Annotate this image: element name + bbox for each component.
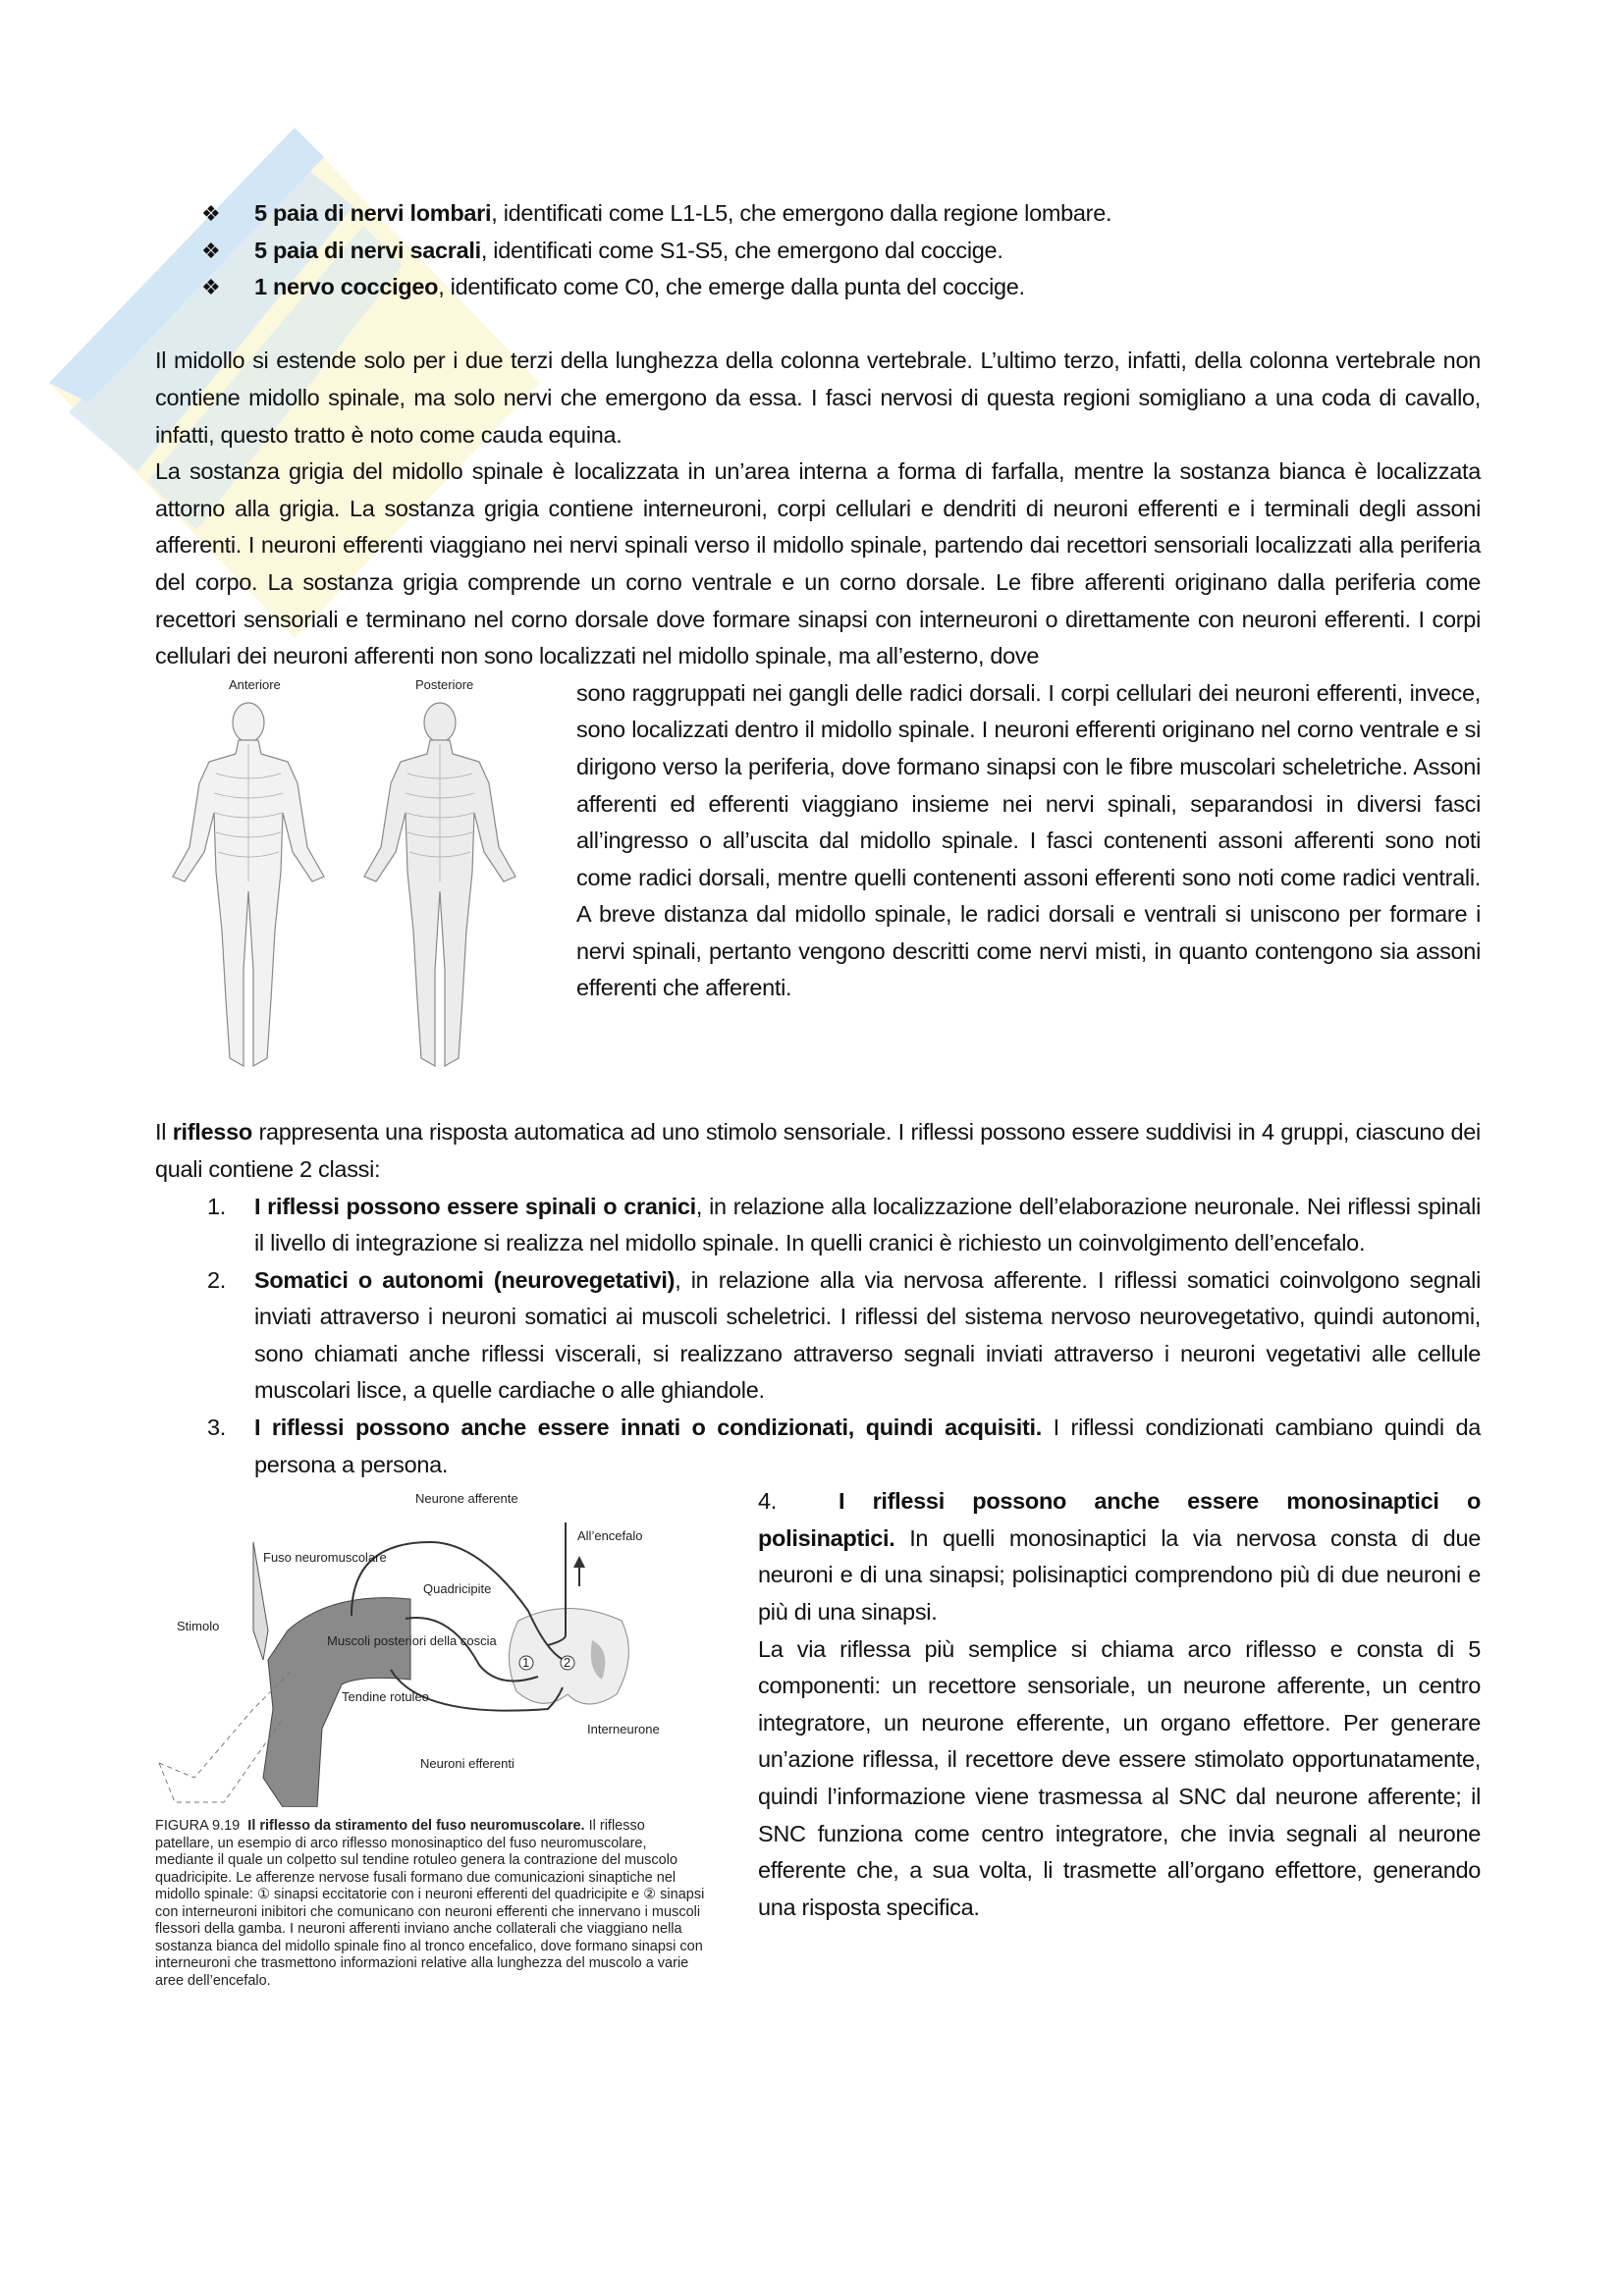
list-bold: I riflessi possono essere spinali o cranici <box>254 1193 696 1219</box>
riflesso-post: rappresenta una risposta automatica ad uno stimolo sensoriale. I riflessi possono essere suddivisi in 4 gruppi, ciascuno dei quali contiene 2 classi: <box>155 1119 1481 1182</box>
list-text: , in relazione alla localizzazione dell’elaborazione neuronale. Nei riflessi spinali il livello di integrazione si realizza nel midollo spinale. In quelli cranici è richiesto un coinvolgimento dell’encefalo. <box>254 1193 1481 1256</box>
list-item-4 <box>758 1483 1481 1630</box>
posterior-label: Posteriore <box>415 676 474 692</box>
caption-figure-number: FIGURA 9.19 <box>155 1818 241 1835</box>
label-stimolo: Stimolo <box>177 1619 220 1634</box>
list-number: 4. <box>758 1488 777 1515</box>
dermatome-figure <box>155 675 568 1078</box>
list-bold: I riflessi possono anche essere monosinaptici o polisinaptici. <box>758 1488 1481 1551</box>
bullet-item <box>201 269 1481 306</box>
spinal-cord-text <box>155 343 1481 674</box>
list-text: , in relazione alla via nervosa afferente. I riflessi somatici coinvolgono segnali inviati attraverso i neuroni somatici ai muscoli scheletrici. I riflessi del sistema nervoso neurovegetativo, quindi autonomi, sono chiamati anche riflessi viscerali, si realizzano attraverso segnali inviati attraverso i neuroni vegetativi alle cellule muscolari lisce, a quelle cardiache o alle ghiandole. <box>254 1266 1482 1404</box>
bullet-text: , identificati come L1-L5, che emergono dalla regione lombare. <box>491 200 1112 226</box>
caption-title: Il riflesso da stiramento del fuso neuromuscolare. <box>247 1818 585 1835</box>
list-bold: Somatici o autonomi (neurovegetativi) <box>254 1266 676 1293</box>
paragraph-roots: sono raggruppati nei gangli delle radici dorsali. I corpi cellulari dei neuroni efferenti, invece, sono localizzati dentro il midollo spinale. I neuroni efferenti originano nel corno ventrale e si dirigono verso la periferia, dove formano sinapsi con le fibre muscolari scheletriche. Assoni afferenti ed efferenti viaggiano insieme nei nervi spinali, separandosi in diversi fasci all’ingresso o all’uscita dal midollo spinale. I fasci contenenti assoni afferenti sono noti come radici dorsali, mentre quelli contenenti assoni efferenti sono noti come radici ventrali. A breve distanza dal midollo spinale, le radici dorsali e ventrali si uniscono per formare i nervi spinali, pertanto vengono descritti come nervi misti, in quanto contengono sia assoni efferenti che afferenti. <box>576 679 1481 1001</box>
label-synapse-2: 2 <box>564 1655 571 1671</box>
label-quadricipite: Quadricipite <box>423 1581 492 1597</box>
label-encefalo: All’encefalo <box>577 1528 643 1544</box>
diamond-bullet-icon: ❖ <box>201 275 221 300</box>
figure-caption <box>155 1818 705 1990</box>
paragraph-riflesso <box>155 1114 1481 1188</box>
bullet-item <box>201 233 1481 270</box>
reflex-arc-row <box>155 1483 1481 1990</box>
riflesso-bold: riflesso <box>172 1119 252 1146</box>
paragraph-gray-matter: La sostanza grigia del midollo spinale è localizzata in un’area interna a forma di farfalla, mentre la sostanza bianca è localizzata attorno alla grigia. La sostanza grigia contiene interneuroni, corpi cellulari e dendriti di neuroni efferenti e i terminali degli assoni afferenti. I neuroni efferenti viaggiano nei nervi spinali verso il midollo spinale, partendo dai recettori sensoriali localizzati alla periferia del corpo. La sostanza grigia comprende un corno ventrale e un corno dorsale. Le fibre afferenti originano dalla periferia come recettori sensoriali e terminano nel corno dorsale dove formare sinapsi con interneuroni o direttamente con neuroni efferenti. I corpi cellulari dei neuroni afferenti non sono localizzati nel midollo spinale, ma all’esterno, dove <box>155 458 1481 669</box>
bullet-text: , identificati come S1-S5, che emergono dal coccige. <box>480 237 1003 263</box>
list-number: 2. <box>207 1266 226 1293</box>
bullet-bold: 5 paia di nervi lombari <box>254 200 492 226</box>
anterior-label: Anteriore <box>229 676 281 692</box>
item4-block <box>758 1483 1481 1926</box>
caption-text: Il riflesso patellare, un esempio di arco riflesso monosinaptico del fuso neuromuscolare, mediante il quale un colpetto sul tendine rotuleo genera la contrazione del muscolo quadricipite. Le afferenze nervose fusali formano due comunicazioni sinaptiche nel midollo spinale: ① sinapsi eccitatorie con i neuroni efferenti del quadricipite e ② sinapsi con interneuroni inibitori che comunicano con neuroni efferenti che innervano i muscoli flessori della gamba. I neuroni afferenti inviano anche collaterali che viaggiano nella sostanza bianca del midollo spinale fino al tronco encefalico, dove formano sinapsi con interneuroni che trasmettono informazioni relative alla lunghezza del muscolo a varie aree dell’encefalo. <box>155 1818 705 1989</box>
list-item <box>155 1410 1481 1483</box>
document-page <box>155 195 1481 1990</box>
label-interneurone: Interneurone <box>587 1722 660 1737</box>
label-tendine: Tendine rotuleo <box>342 1689 429 1705</box>
reflex-figure-column <box>155 1483 705 1990</box>
bullet-bold: 1 nervo coccigeo <box>254 274 439 300</box>
diamond-bullet-icon: ❖ <box>201 238 221 263</box>
diamond-bullet-icon: ❖ <box>201 201 221 226</box>
dermatome-row <box>155 675 1481 1078</box>
paragraph-reflex-arc: La via riflessa più semplice si chiama arco riflesso e consta di 5 componenti: un recettore sensoriale, un neurone afferente, un centro integratore, un neurone efferente, un organo effettore. Per generare un’azione riflessa, il recettore deve essere stimolato opportunatamente, quindi l’informazione viene trasmessa al SNC dal neurone afferente; il SNC funziona come centro integratore, che invia segnali al neurone efferente che, a sua volta, li trasmette all’organo effettore, generando una risposta specifica. <box>758 1635 1481 1920</box>
list-text: In quelli monosinaptici la via nervosa consta di due neuroni e di una sinapsi; polisinaptici comprendono più di due neuroni e più di una sinapsi. <box>758 1524 1481 1626</box>
label-synapse-1: 1 <box>522 1655 530 1671</box>
bullet-item <box>201 195 1481 233</box>
label-fuso: Fuso neuromuscolare <box>263 1550 387 1566</box>
list-text: I riflessi condizionati cambiano quindi da persona a persona. <box>254 1415 1481 1477</box>
bullet-bold: 5 paia di nervi sacrali <box>254 237 481 263</box>
reflex-arc-figure <box>155 1483 705 1807</box>
reflex-section <box>155 1114 1481 1483</box>
riflesso-pre: Il <box>155 1119 173 1146</box>
dorsal-roots-text <box>576 675 1481 1007</box>
list-number: 3. <box>207 1415 226 1441</box>
label-muscoli: Muscoli posteriori della coscia <box>327 1633 497 1649</box>
label-efferenti: Neuroni efferenti <box>420 1756 514 1772</box>
list-item <box>155 1262 1481 1410</box>
paragraph-cauda-equina: Il midollo si estende solo per i due terzi della lunghezza della colonna vertebrale. L’ultimo terzo, infatti, della colonna vertebrale non contiene midollo spinale, ma solo nervi che emergono da essa. I fasci nervosi di questa regioni somigliano a una coda di cavallo, infatti, questo tratto è noto come cauda equina. <box>155 347 1481 448</box>
list-item <box>155 1189 1481 1262</box>
list-bold: I riflessi possono anche essere innati o condizionati, quindi acquisiti. <box>254 1415 1042 1441</box>
leg-illustration <box>159 1542 410 1807</box>
list-number: 1. <box>207 1193 226 1219</box>
bullet-text: , identificato come C0, che emerge dalla punta del coccige. <box>438 274 1025 300</box>
label-neurone-afferente: Neurone afferente <box>415 1491 518 1507</box>
nerve-bullet-list <box>155 195 1481 306</box>
